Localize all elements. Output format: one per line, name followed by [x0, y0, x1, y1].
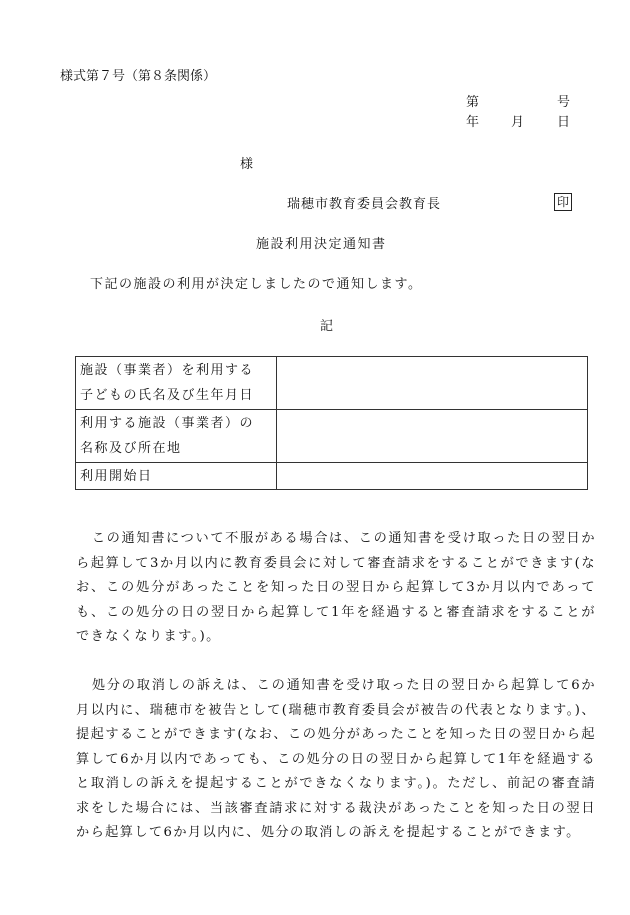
table-value-start-date — [277, 463, 588, 490]
date-month-label: 月 — [511, 115, 525, 130]
table-value-child-name-dob — [277, 357, 588, 410]
date-year-label: 年 — [466, 115, 480, 130]
table-row — [76, 410, 588, 463]
document-number-label: 第 — [466, 95, 480, 110]
table-row — [76, 463, 588, 490]
document-title: 施設利用決定通知書 — [256, 237, 387, 252]
label-line: 施設（事業者）を利用する — [80, 363, 255, 378]
info-table — [75, 356, 588, 490]
table-label — [76, 357, 277, 410]
table-label — [76, 410, 277, 463]
table-value-facility — [277, 410, 588, 463]
form-number: 様式第７号（第８条関係） — [60, 69, 217, 84]
seal-mark: 印 — [554, 193, 572, 211]
date-day-label: 日 — [557, 115, 571, 130]
sender-name: 瑞穂市教育委員会教育長 — [287, 197, 442, 212]
label-line: 名称及び所在地 — [80, 441, 182, 456]
table-row — [76, 357, 588, 410]
lawsuit-notice-paragraph: 処分の取消しの訴えは、この通知書を受け取った日の翌日から起算して6か月以内に、瑞穂市を被告として(瑞穂市教育委員会が被告の代表となります。)、提起することができます(なお、この処分があったことを知った日の翌日から起算して6か月以内であっても、この処分の日の翌日から起算して1年を経過すると取消しの訴えを提起することができなくなります。)。ただし、前記の審査請求をした場合には、当該審査請求に対する裁決があったことを知った日の翌日から起算して6か月以内に、処分の取消しの訴えを提起することができます。 — [76, 678, 596, 841]
label-line: 利用開始日 — [80, 468, 153, 484]
table-label — [76, 463, 277, 490]
label-line: 利用する施設（事業者）の — [80, 416, 255, 431]
recipient-honorific: 様 — [240, 157, 254, 172]
label-line: 子どもの氏名及び生年月日 — [80, 388, 255, 403]
appeal-notice-paragraph: この通知書について不服がある場合は、この通知書を受け取った日の翌日から起算して3か月以内に教育委員会に対して審査請求をすることができます(なお、この処分があったことを知った日の翌日から起算して3か月以内であっても、この処分の日の翌日から起算して1年を経過すると審査請求をすることができなくなります。)。 — [76, 531, 596, 645]
intro-text: 下記の施設の利用が決定しましたので通知します。 — [90, 277, 423, 292]
document-number-suffix: 号 — [557, 95, 571, 110]
ki-heading: 記 — [320, 319, 334, 334]
